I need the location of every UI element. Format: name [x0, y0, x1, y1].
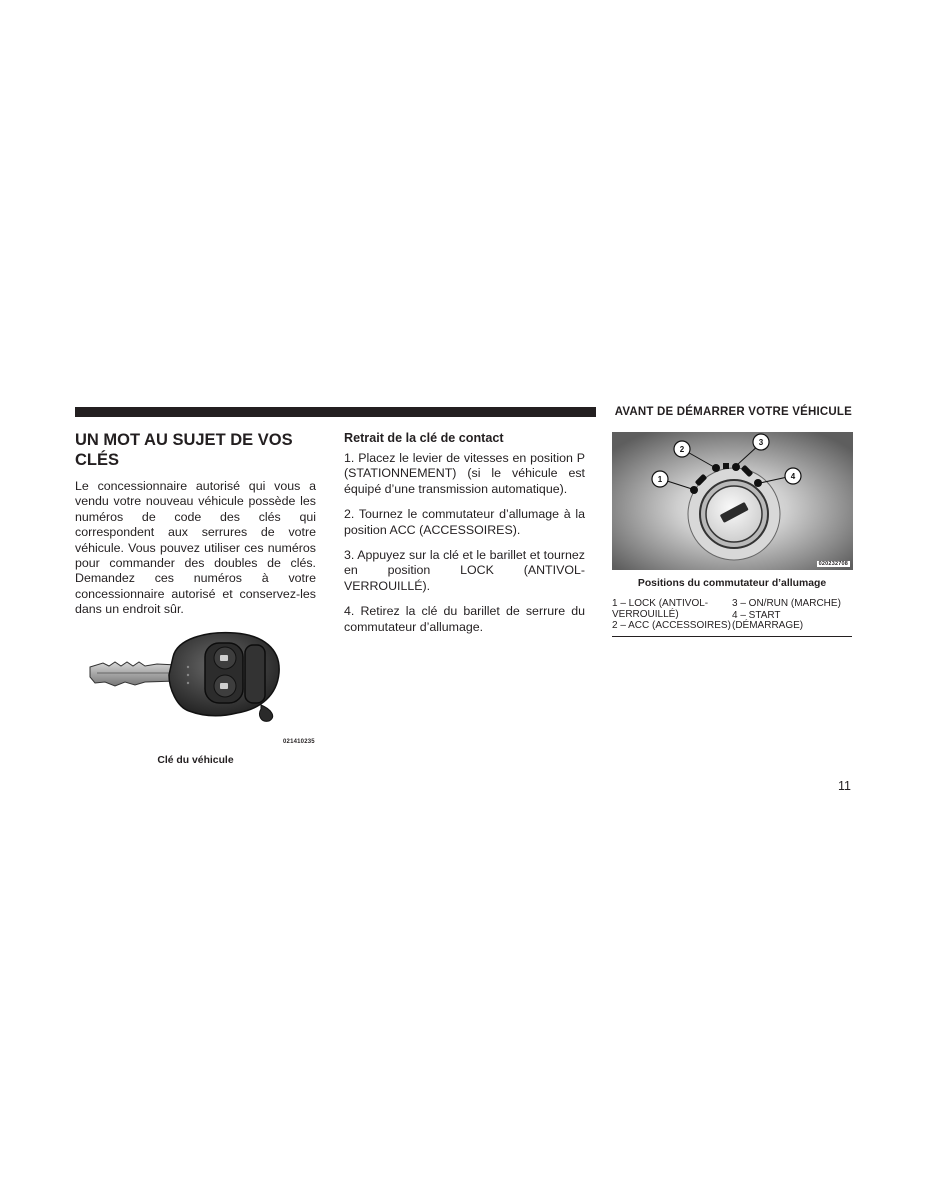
- page-number: 11: [838, 779, 851, 793]
- section-title: AVANT DE DÉMARRER VOTRE VÉHICULE: [614, 406, 852, 418]
- key-removal-heading: Retrait de la clé de contact: [344, 431, 504, 445]
- ignition-legend: [612, 599, 852, 637]
- step-item: 3. Appuyez sur la clé et le barillet et tournez en position LOCK (ANTIVOL-VERROUILLÉ).: [344, 548, 585, 593]
- legend-column-right: [732, 599, 852, 633]
- legend-item: 2 – ACC (ACCESSOIRES): [612, 620, 731, 631]
- step-item: 1. Placez le levier de vitesses en position P (STATIONNEMENT) (si le véhicule est équipé d’une transmission automatique).: [344, 451, 585, 496]
- keys-heading: UN MOT AU SUJET DE VOS CLÉS: [75, 431, 293, 469]
- ignition-figure-code: 020232708: [818, 561, 848, 567]
- legend-item: 3 – ON/RUN (MARCHE): [732, 598, 841, 609]
- key-figure-code: 021410235: [283, 739, 315, 745]
- section-rule: [75, 407, 596, 417]
- step-item: 2. Tournez le commutateur d’allumage à la position ACC (ACCESSOIRES).: [344, 507, 585, 537]
- key-fob-icon: [85, 625, 317, 750]
- callout-4: 4: [790, 472, 796, 481]
- legend-item: 4 – START (DÉMARRAGE): [732, 609, 804, 631]
- key-removal-section: [344, 430, 585, 645]
- callout-1: 1: [657, 475, 663, 484]
- key-figure-caption: Clé du véhicule: [157, 755, 234, 766]
- keys-section: [75, 430, 316, 618]
- keys-paragraph: Le concessionnaire autorisé qui vous a vendu votre nouveau véhicule possède les numéros de code des clés qui correspondent aux serrures de votre véhicule. Vous pouvez utiliser ces numéros pour commander des doubles de clés. Demandez ces numéros à votre concessionnaire autorisé et conservez-les dans un endroit sûr.: [75, 479, 316, 617]
- step-item: 4. Retirez la clé du barillet de serrure du commutateur d’allumage.: [344, 604, 585, 634]
- ignition-figure: [612, 432, 853, 570]
- callout-3: 3: [758, 438, 764, 447]
- ignition-switch-icon: [612, 432, 853, 570]
- legend-item: 1 – LOCK (ANTIVOL-VERROUILLÉ): [612, 598, 709, 620]
- legend-column-left: [612, 599, 732, 633]
- key-figure: [85, 625, 317, 750]
- callout-2: 2: [679, 445, 685, 454]
- ignition-figure-caption: Positions du commutateur d’allumage: [637, 578, 827, 589]
